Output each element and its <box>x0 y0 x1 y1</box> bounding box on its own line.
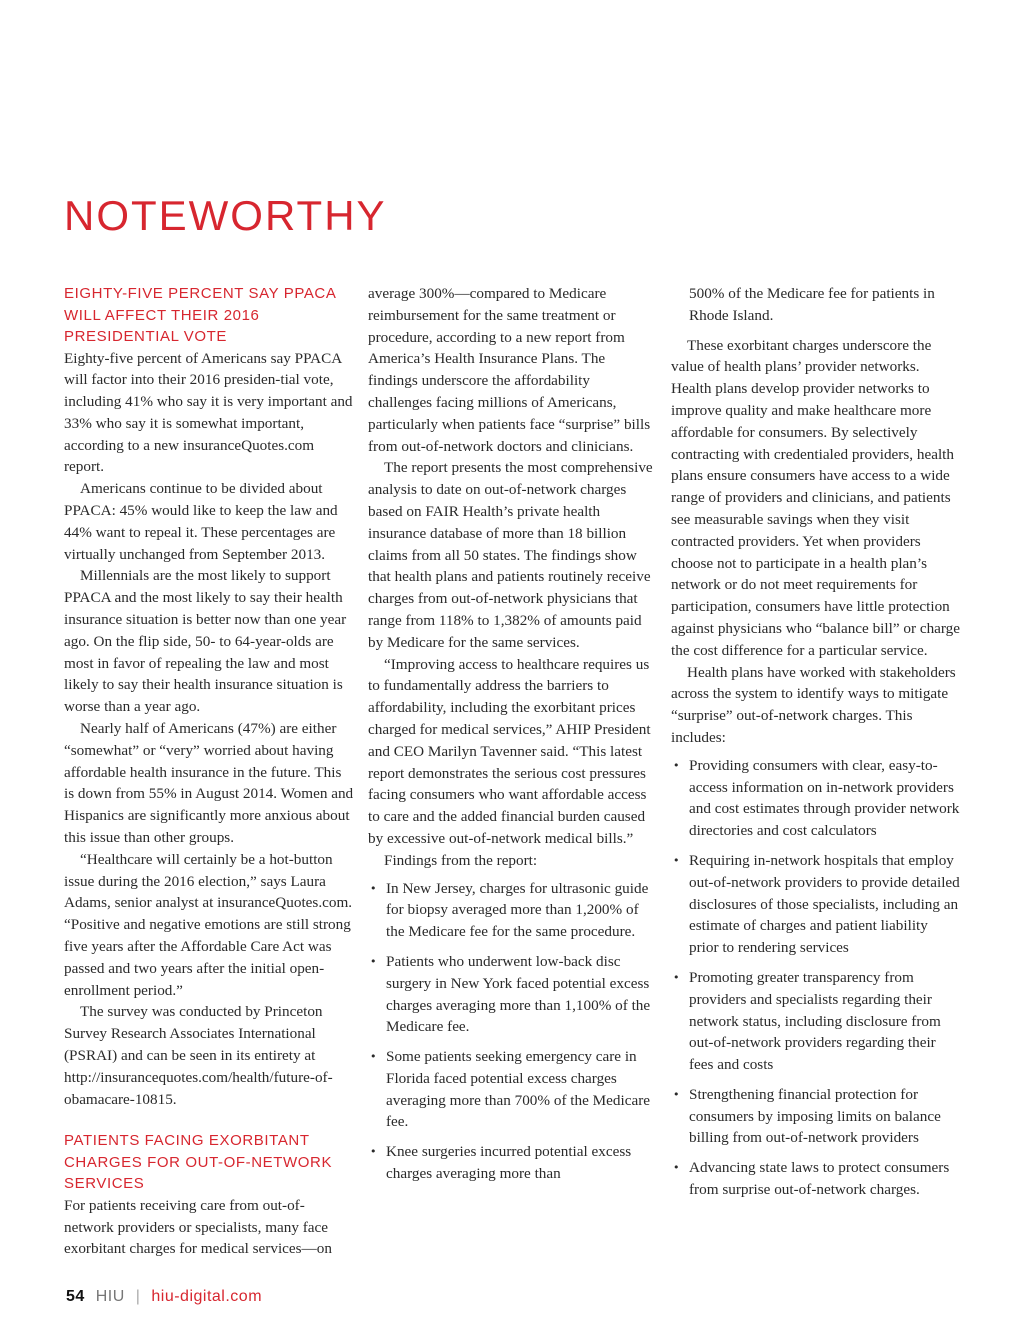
list-item: • Patients who underwent low-back disc surgery in New York faced potential excess charges averaging more than 1,100% of the Medicare fee. <box>370 952 651 1036</box>
magazine-name: HIU <box>95 1288 125 1305</box>
includes-list <box>671 755 961 1201</box>
list-item: • Providing consumers with clear, easy-to-access information on in-network providers and cost estimates through provider network directories and cost calculators <box>673 756 960 840</box>
article2-paragraph: “Improving access to healthcare requires us to fundamentally address the barriers to affordability, including the exorbitant prices charged for medical services,” AHIP President and CEO Marilyn Tavenner said. “This latest report demonstrates the serious cost pressures facing consumers who want affordable access to care and the added financial burden caused by excessive out-of-network medical bills.” <box>368 655 651 847</box>
footer-separator: | <box>135 1288 141 1305</box>
list-item: • Advancing state laws to protect consumers from surprise out-of-network charges. <box>673 1159 950 1199</box>
list-item: • Knee surgeries incurred potential excess charges averaging more than <box>370 1143 632 1183</box>
article2-paragraph: The report presents the most comprehensive analysis to date on out-of-network charges based on FAIR Health’s private health insurance database of more than 18 billion claims from all 50 states. The findings show that health plans and patients routinely receive charges from out-of-network physicians that range from 118% to 1,382% of amounts paid by Medicare for the same services. <box>368 459 653 651</box>
article2-paragraph: Health plans have worked with stakeholders across the system to identify ways to mitigate “surprise” out-of-network charges. This includes: <box>671 663 956 746</box>
article1-paragraph: Eighty-five percent of Americans say PPACA will factor into their 2016 presiden-tial vote, including 41% who say it is very important and 33% who say it is somewhat important, according to a new insuranceQuotes.com report. <box>64 349 353 476</box>
list-item: • Requiring in-network hospitals that employ out-of-network providers to provide detailed disclosures of those specialists, including an estimate of charges and patient liability prior to rendering services <box>673 851 960 957</box>
bullet-dot-icon: • <box>370 1145 377 1159</box>
list-item: • Some patients seeking emergency care in Florida faced potential excess charges averaging more than 700% of the Medicare fee. <box>370 1048 650 1131</box>
article1-paragraph: Americans continue to be divided about PPACA: 45% would like to keep the law and 44% want to repeal it. These percentages are virtually unchanged from September 2013. <box>64 480 338 563</box>
bullet-dot-icon: • <box>673 758 680 772</box>
bullet-dot-icon: • <box>673 853 680 867</box>
article-heading-ppaca-vote: EIGHTY-FIVE PERCENT SAY PPACA WILL AFFECT THEIR 2016 PRESIDENTIAL VOTE <box>64 285 336 345</box>
article2-intro: For patients receiving care from out-of-network providers or specialists, many face exorbitant charges for medical services—on <box>64 1196 332 1258</box>
findings-list <box>368 878 656 1185</box>
column-3 <box>671 283 961 1209</box>
list-item: • Promoting greater transparency from providers and specialists regarding their network status, including disclosure from out-of-network providers regarding their fees and costs <box>673 968 941 1074</box>
column-2 <box>368 283 656 1193</box>
bullet-dot-icon: • <box>370 954 377 968</box>
page-number: 54 <box>66 1288 85 1305</box>
page-title: NOTEWORTHY <box>64 192 387 239</box>
bullet-dot-icon: • <box>673 970 680 984</box>
article2-intro-continued: average 300%—compared to Medicare reimbursement for the same treatment or procedure, according to a new report from America’s Health Insurance Plans. The findings underscore the affordability challenges facing millions of Americans, particularly when patients face “surprise” bills from out-of-network doctors and clinicians. <box>368 285 651 455</box>
website-link[interactable]: hiu-digital.com <box>151 1288 263 1305</box>
article2-paragraph: These exorbitant charges underscore the value of health plans’ provider networks. Health plans develop provider networks to improve quality and make healthcare more affordable for consumers. By selectively contracting with credentialed providers, health plans ensure consumers have access to a wide range of providers and clinicians, and patients see measurable savings when they visit contracted providers. Yet when providers choose not to participate in a health plan’s network or do not meet requirements for participation, consumers have little protection against physicians who “balance bill” or charge the cost difference for a particular service. <box>671 336 961 659</box>
article1-paragraph: The survey was conducted by Princeton Survey Research Associates International (PSRAI) and can be seen in its entirety at http://insurancequotes.com/health/future-of-obamacare-10815. <box>64 1003 333 1108</box>
bullet-dot-icon: • <box>673 1087 680 1101</box>
article1-paragraph: “Healthcare will certainly be a hot-button issue during the 2016 election,” says Laura Adams, senior analyst at insuranceQuotes.com. “Positive and negative emotions are still strong five years after the Affordable Care Act was passed and two years after the initial open-enrollment period.” <box>64 850 353 999</box>
bullet-dot-icon: • <box>673 1161 680 1175</box>
article1-paragraph: Nearly half of Americans (47%) are either “somewhat” or “very” worried about having affordable health insurance in the future. This is down from 55% in August 2014. Women and Hispanics are significantly more anxious about this issue than other groups. <box>64 720 354 847</box>
article1-paragraph: Millennials are the most likely to support PPACA and the most likely to say their health insurance situation is better now than one year ago. On the flip side, 50- to 64-year-olds are most in favor of repealing the law and most likely to say their health insurance situation is worse than a year ago. <box>64 567 347 716</box>
article-heading-out-of-network: PATIENTS FACING EXORBITANT CHARGES FOR OUT-OF-NETWORK SERVICES <box>64 1132 333 1193</box>
bullet-dot-icon: • <box>370 1050 377 1064</box>
column-1 <box>64 283 354 1260</box>
bullet-dot-icon: • <box>370 881 377 895</box>
page-footer <box>66 1288 262 1306</box>
finding-continued: 500% of the Medicare fee for patients in Rhode Island. <box>689 285 935 324</box>
list-item: • Strengthening financial protection for consumers by imposing limits on balance billing from out-of-network providers <box>673 1085 941 1147</box>
findings-intro: Findings from the report: <box>384 851 538 869</box>
list-item: • In New Jersey, charges for ultrasonic guide for biopsy averaged more than 1,200% of the Medicare fee for the same procedure. <box>370 879 649 941</box>
